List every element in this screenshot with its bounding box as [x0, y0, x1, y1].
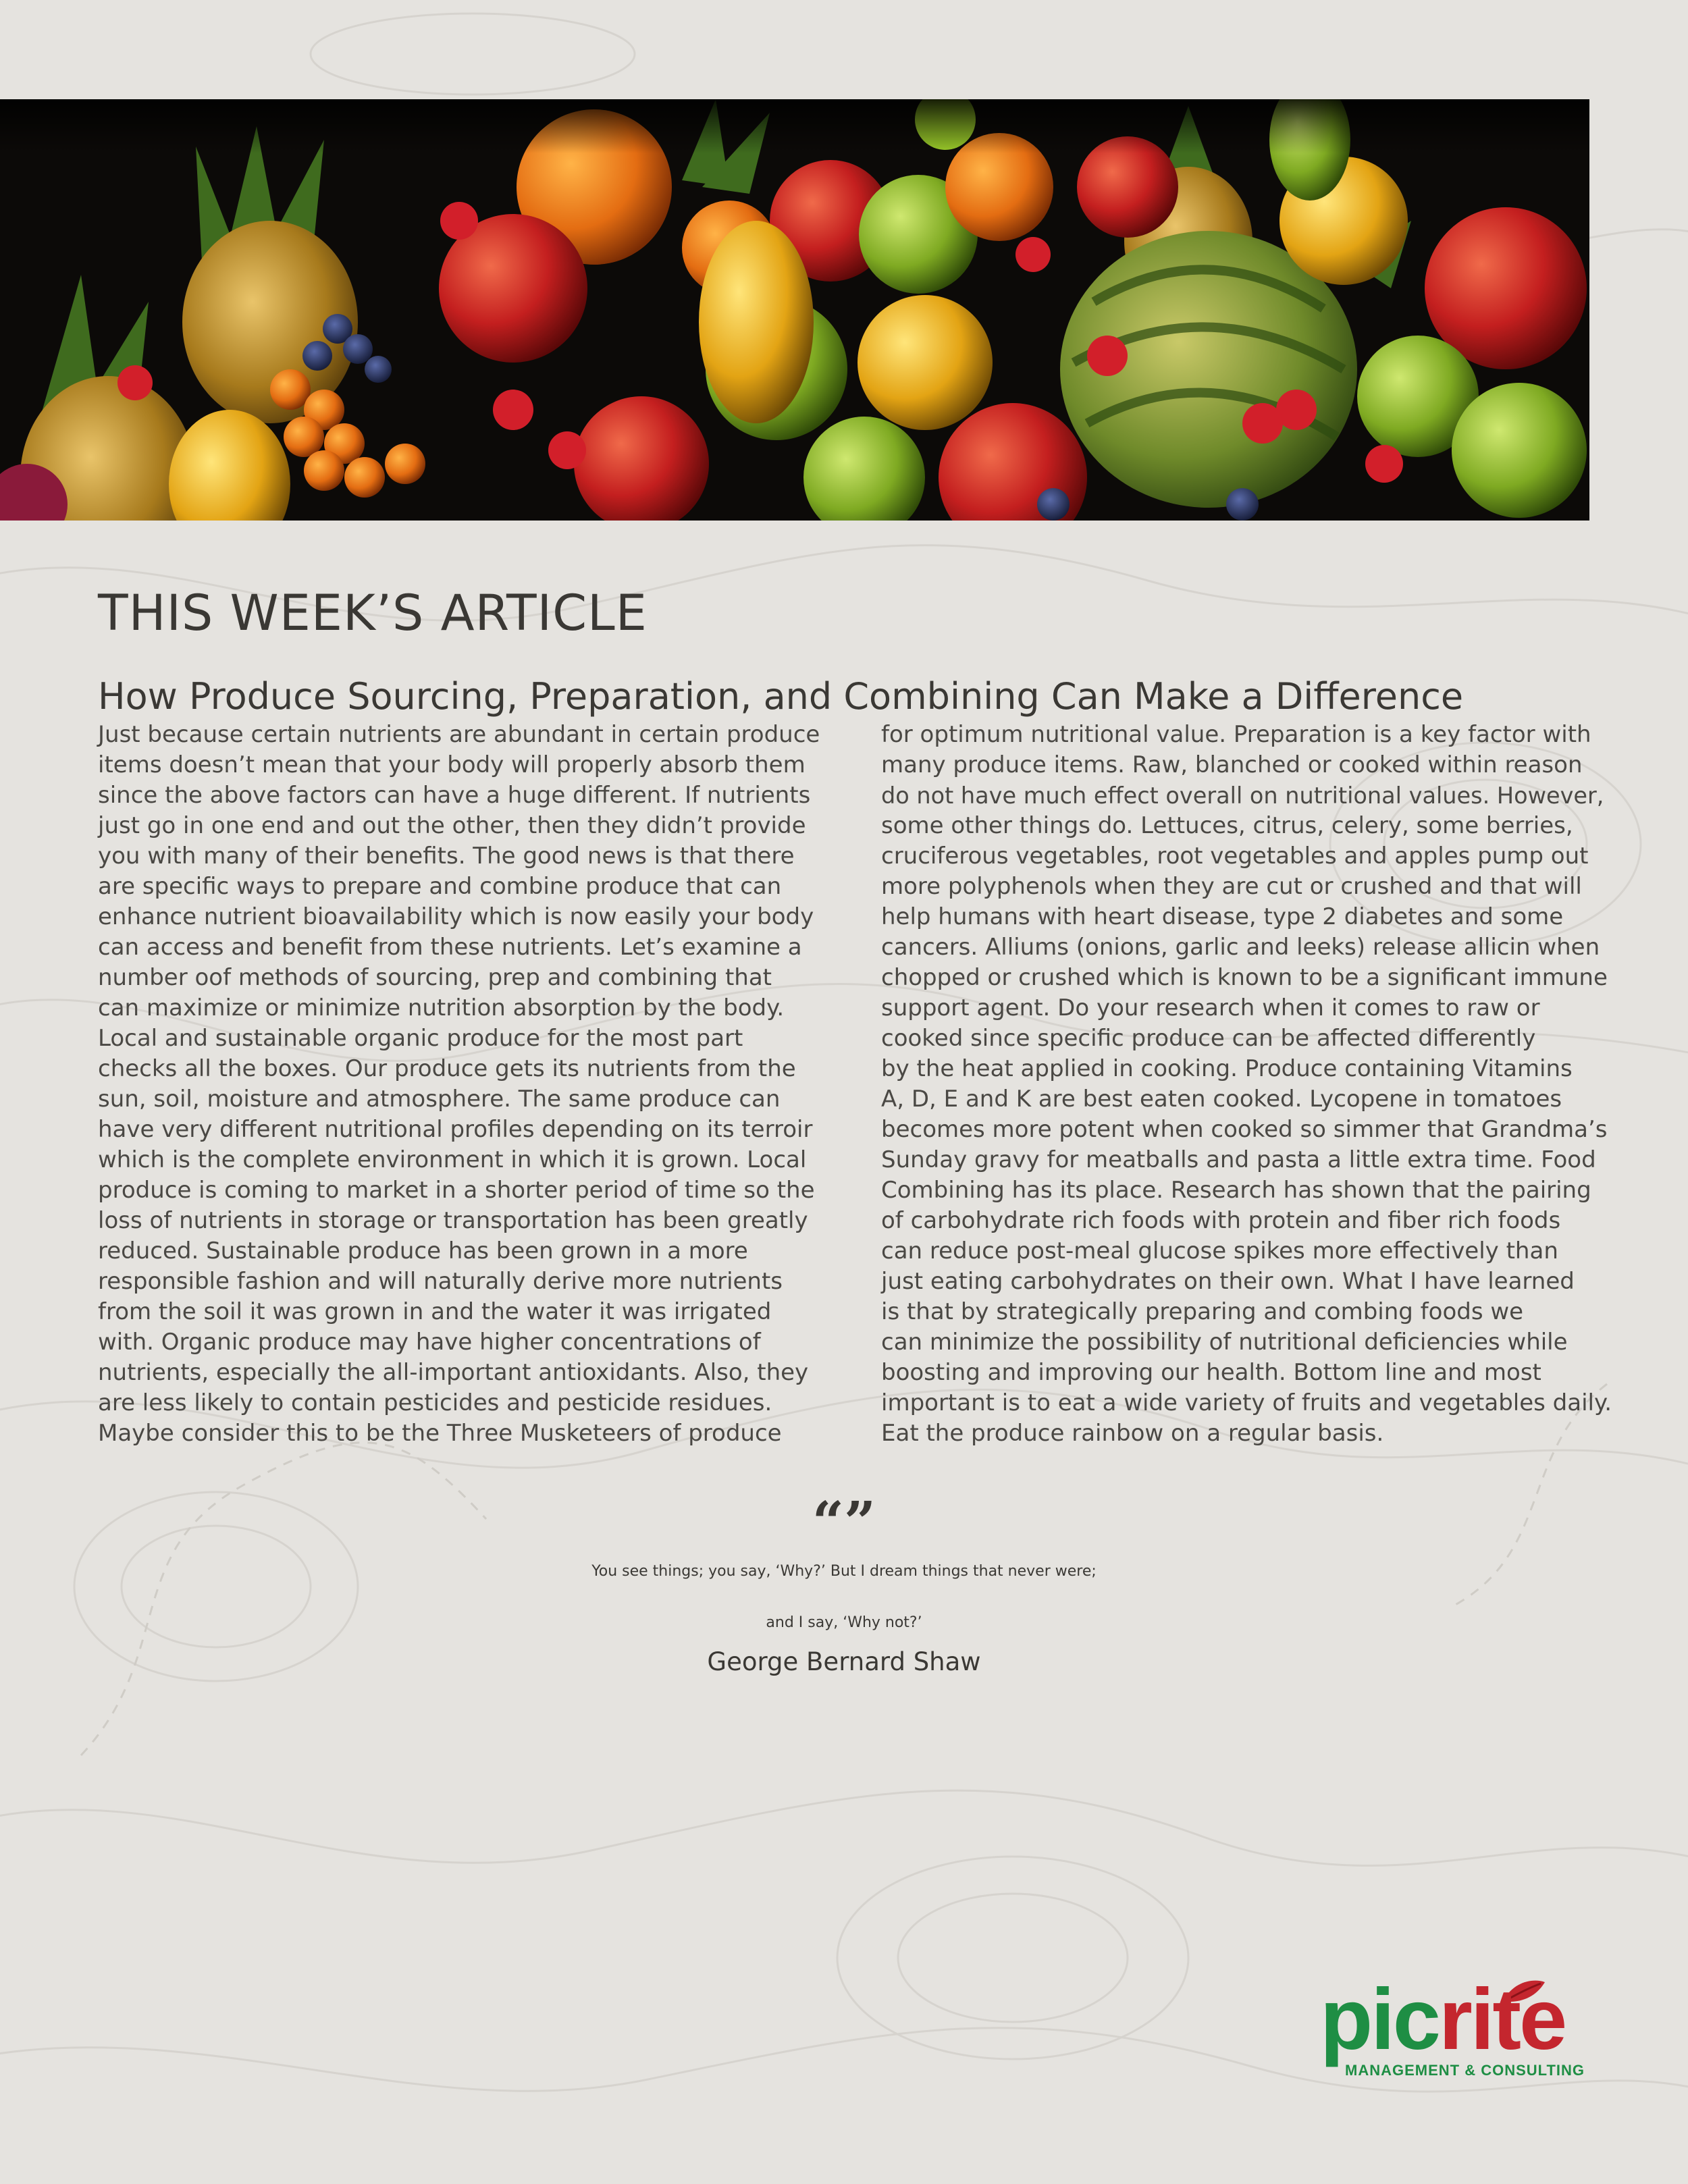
text-line: Local and sustainable organic produce for the most part [98, 1025, 743, 1052]
section-heading: THIS WEEK’S ARTICLE [98, 585, 648, 642]
quote-mark-icon: “” [812, 1490, 876, 1555]
text-line: from the soil it was grown in and the water it was irrigated [98, 1298, 772, 1325]
text-line: Just because certain nutrients are abundant in certain produce [98, 721, 820, 748]
text-line: sun, soil, moisture and atmosphere. The same produce can [98, 1086, 781, 1113]
fruit-banner-image [0, 99, 1589, 521]
text-line: can minimize the possibility of nutritional deficiencies while [881, 1329, 1568, 1356]
text-line: cancers. Alliums (onions, garlic and leeks) release allicin when [881, 934, 1600, 961]
text-line: support agent. Do your research when it comes to raw or [881, 994, 1540, 1021]
text-line: items doesn’t mean that your body will properly absorb them [98, 751, 806, 778]
text-line: nutrients, especially the all-important antioxidants. Also, they [98, 1359, 809, 1386]
text-line: reduced. Sustainable produce has been grown in a more [98, 1237, 748, 1264]
text-line: since the above factors can have a huge different. If nutrients [98, 782, 811, 809]
logo-wordmark [1320, 1973, 1565, 2067]
text-line: for optimum nutritional value. Preparation is a key factor with [881, 721, 1591, 748]
article-column-left [98, 720, 827, 1449]
text-line: Combining has its place. Research has shown that the pairing [881, 1177, 1591, 1204]
text-line: more polyphenols when they are cut or crushed and that will [881, 873, 1582, 900]
logo-word-green: pic [1320, 1971, 1439, 2068]
text-line: just eating carbohydrates on their own. What I have learned [881, 1268, 1575, 1295]
text-line: can maximize or minimize nutrition absorption by the body. [98, 994, 785, 1021]
text-line: is that by strategically preparing and combing foods we [881, 1298, 1524, 1325]
text-line: cooked since specific produce can be affected differently [881, 1025, 1536, 1052]
text-line: of carbohydrate rich foods with protein and fiber rich foods [881, 1207, 1561, 1234]
text-line: by the heat applied in cooking. Produce containing Vitamins [881, 1055, 1573, 1082]
text-line: which is the complete environment in which it is grown. Local [98, 1146, 807, 1173]
text-line: can access and benefit from these nutrients. Let’s examine a [98, 934, 802, 961]
text-line: cruciferous vegetables, root vegetables and apples pump out [881, 843, 1589, 870]
text-line: boosting and improving our health. Bottom line and most [881, 1359, 1541, 1386]
text-line: Eat the produce rainbow on a regular basis. [881, 1420, 1384, 1447]
text-line: some other things do. Lettuces, citrus, celery, some berries, [881, 812, 1573, 839]
text-line: you with many of their benefits. The good news is that there [98, 843, 795, 870]
text-line: do not have much effect overall on nutritional values. However, [881, 782, 1604, 809]
picrite-logo [1317, 1971, 1587, 2093]
text-line: number oof methods of sourcing, prep and combining that [98, 964, 772, 991]
text-line: are specific ways to prepare and combine produce that can [98, 873, 782, 900]
text-line: Sunday gravy for meatballs and pasta a little extra time. Food [881, 1146, 1596, 1173]
pull-quote [0, 1546, 1688, 1649]
text-line: just go in one end and out the other, then they didn’t provide [98, 812, 806, 839]
text-line: many produce items. Raw, blanched or cooked within reason [881, 751, 1583, 778]
quote-author: George Bernard Shaw [707, 1647, 981, 1676]
text-line: enhance nutrient bioavailability which is now easily your body [98, 903, 814, 930]
text-line: responsible fashion and will naturally derive more nutrients [98, 1268, 783, 1295]
text-line: produce is coming to market in a shorter period of time so the [98, 1177, 815, 1204]
text-line: are less likely to contain pesticides and pesticide residues. [98, 1389, 772, 1416]
article-title: How Produce Sourcing, Preparation, and Combining Can Make a Difference [98, 675, 1464, 718]
text-line: Maybe consider this to be the Three Musketeers of produce [98, 1420, 782, 1447]
text-line: loss of nutrients in storage or transportation has been greatly [98, 1207, 808, 1234]
text-line: with. Organic produce may have higher concentrations of [98, 1329, 761, 1356]
logo-word-red: rite [1438, 1971, 1566, 2068]
article-column-right [881, 720, 1610, 1449]
text-line: chopped or crushed which is known to be a significant immune [881, 964, 1608, 991]
text-line: checks all the boxes. Our produce gets its nutrients from the [98, 1055, 796, 1082]
text-line: have very different nutritional profiles depending on its terroir [98, 1116, 813, 1143]
text-line: becomes more potent when cooked so simmer that Grandma’s [881, 1116, 1608, 1143]
logo-tagline: MANAGEMENT & CONSULTING [1345, 2062, 1585, 2079]
text-line: help humans with heart disease, type 2 diabetes and some [881, 903, 1564, 930]
text-line: can reduce post-meal glucose spikes more effectively than [881, 1237, 1558, 1264]
text-line: important is to eat a wide variety of fruits and vegetables daily. [881, 1389, 1612, 1416]
quote-line: and I say, ‘Why not?’ [766, 1614, 922, 1631]
quote-line: You see things; you say, ‘Why?’ But I dream things that never were; [591, 1563, 1097, 1580]
text-line: A, D, E and K are best eaten cooked. Lycopene in tomatoes [881, 1086, 1562, 1113]
